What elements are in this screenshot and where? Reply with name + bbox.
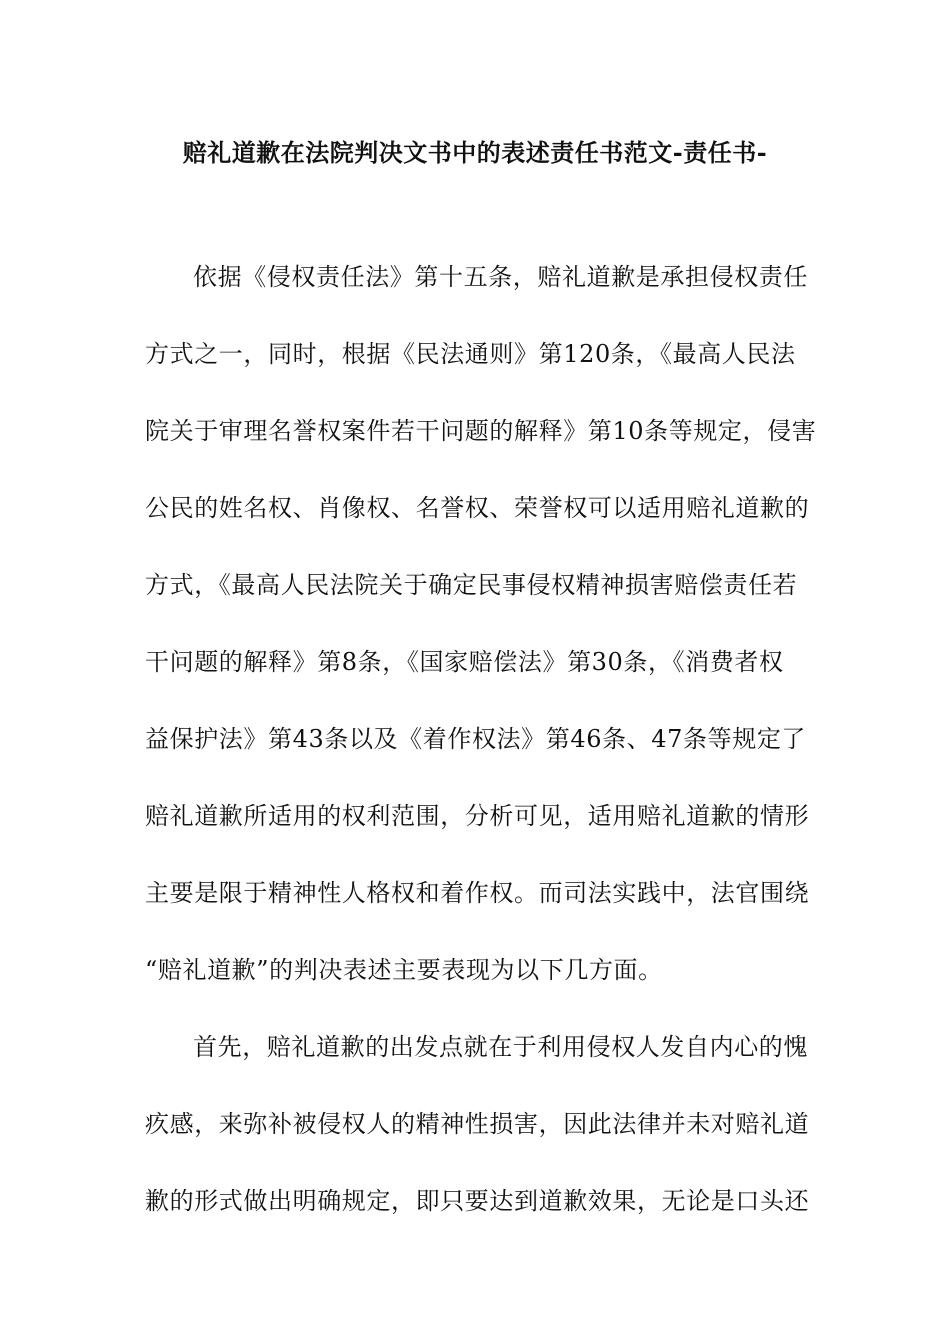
- document-body: [145, 257, 815, 1258]
- paragraph-1-line-8: 赔礼道歉所适用的权利范围，分析可见，适用赔礼道歉的情形: [145, 802, 810, 830]
- paragraph-1-line-7: 益保护法》第43条以及《着作权法》第46条、47条等规定了: [145, 725, 807, 753]
- document-title: 赔礼道歉在法院判决文书中的表述责任书范文-责任书-: [182, 138, 768, 167]
- paragraph-2-line-1: 首先，赔礼道歉的出发点就在于利用侵权人发自内心的愧: [193, 1033, 808, 1061]
- paragraph-1-line-2: 方式之一，同时，根据《民法通则》第120条，《最高人民法: [145, 340, 796, 368]
- paragraph-1-line-9: 主要是限于精神性人格权和着作权。而司法实践中，法官围绕: [145, 879, 810, 907]
- paragraph-1-line-1: 依据《侵权责任法》第十五条，赔礼道歉是承担侵权责任: [193, 263, 808, 291]
- paragraph-1-line-3: 院关于审理名誉权案件若干问题的解释》第10条等规定，侵害: [145, 417, 817, 445]
- paragraph-2-line-2: 疚感，来弥补被侵权人的精神性损害，因此法律并未对赔礼道: [145, 1110, 810, 1138]
- paragraph-1-line-4: 公民的姓名权、肖像权、名誉权、荣誉权可以适用赔礼道歉的: [145, 494, 810, 522]
- paragraph-1-line-10: “赔礼道歉”的判决表述主要表现为以下几方面。: [145, 956, 663, 984]
- paragraph-1-line-5: 方式，《最高人民法院关于确定民事侵权精神损害赔偿责任若: [145, 571, 798, 599]
- paragraph-1-line-6: 干问题的解释》第8条，《国家赔偿法》第30条，《消费者权: [145, 648, 784, 676]
- paragraph-2-line-3: 歉的形式做出明确规定，即只要达到道歉效果，无论是口头还: [145, 1187, 810, 1215]
